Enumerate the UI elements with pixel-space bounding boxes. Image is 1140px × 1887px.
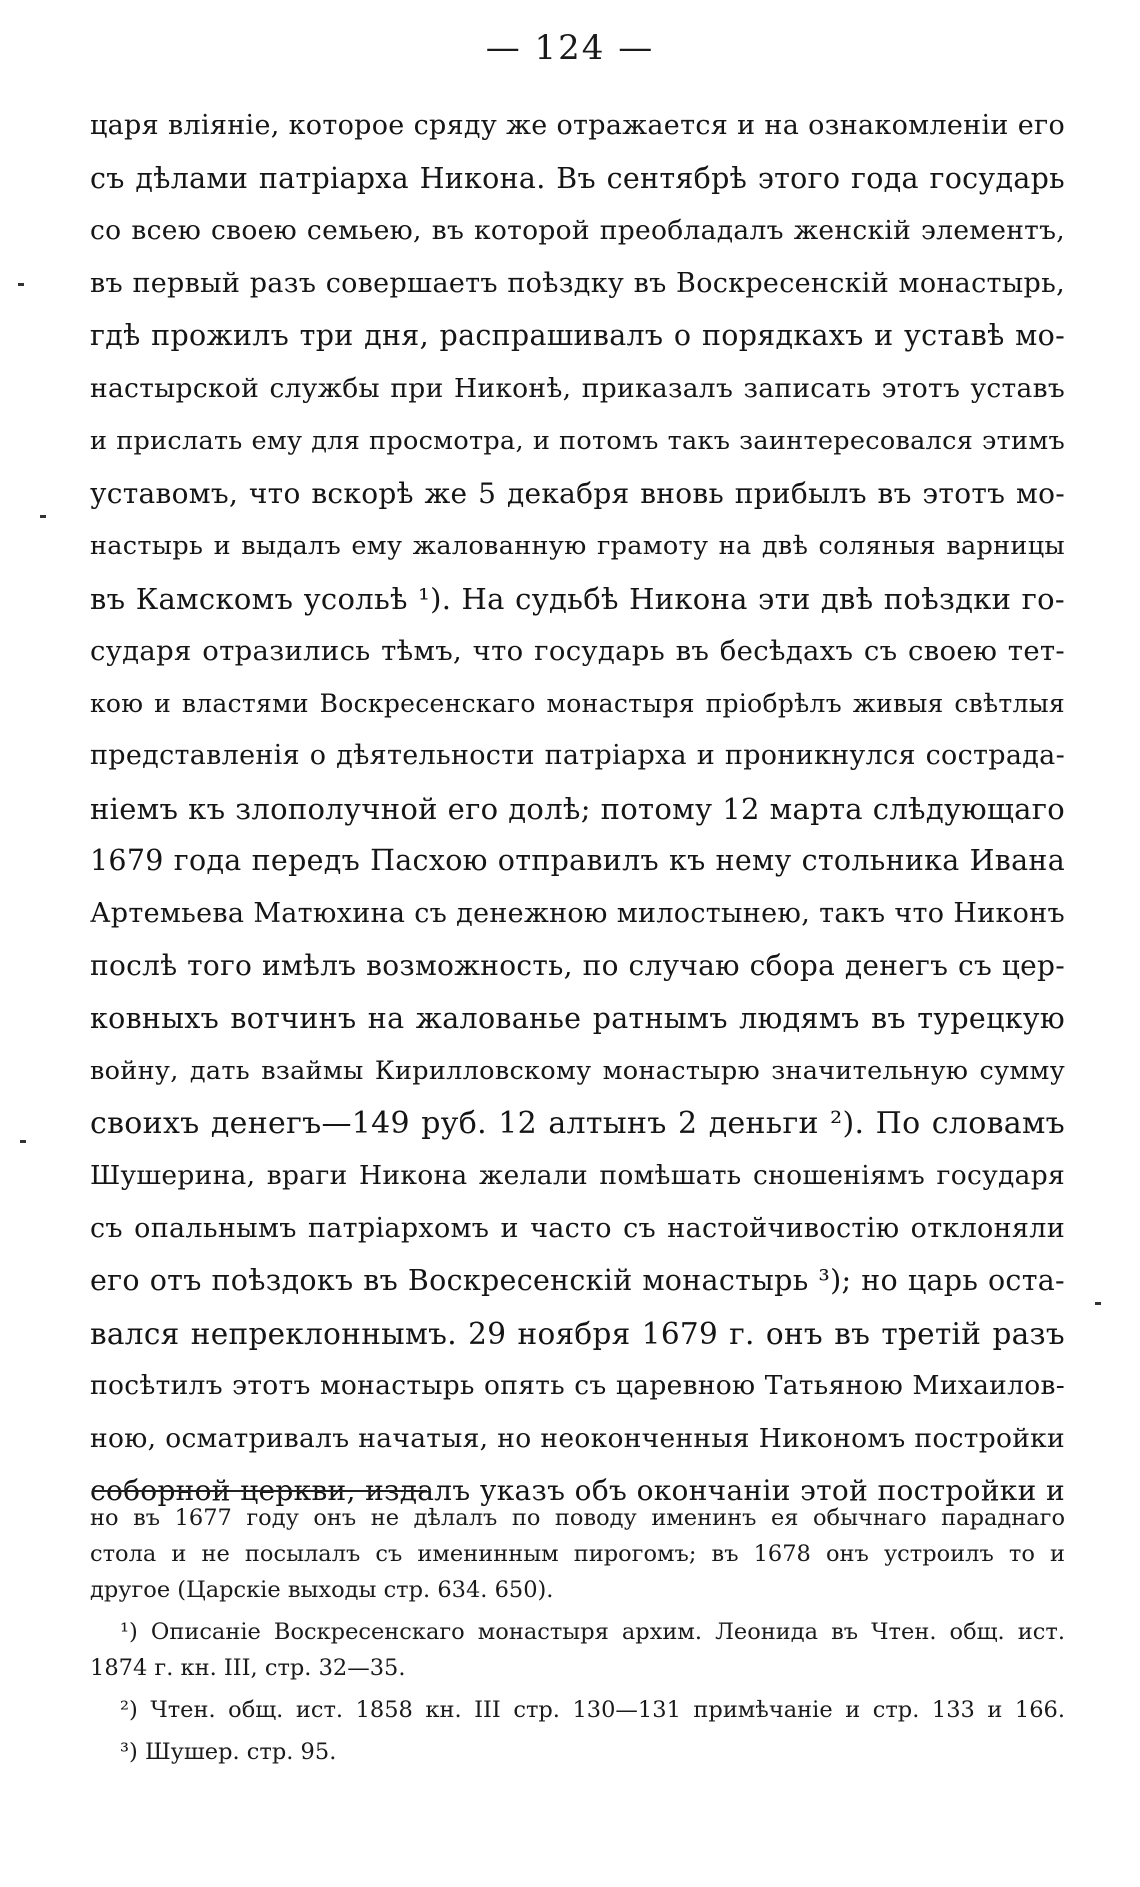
main-text [90, 100, 1065, 1518]
text-line: Артемьева Матюхина съ денежною милостынею, такъ что Никонъ [90, 897, 1065, 929]
text-line: въ Камскомъ усольѣ ¹). На судьбѣ Никона эти двѣ поѣздки го- [90, 581, 1065, 616]
text-line: съ опальнымъ патріархомъ и часто съ настойчивостію отклоняли [90, 1212, 1065, 1244]
text-line: соборной церкви, издалъ указъ объ окончаніи этой постройки и [90, 1474, 1065, 1507]
footnotes [90, 1500, 1065, 1770]
text-line: его отъ поѣздокъ въ Воскресенскій монастырь ³); но царь оста- [90, 1264, 1065, 1297]
footnote-line: стола и не посылалъ съ именинным пирогомъ; въ 1678 онъ устроилъ то и [90, 1541, 1065, 1567]
text-line: настырь и выдалъ ему жалованную грамоту на двѣ соляныя варницы [90, 531, 1065, 561]
text-line: Шушерина, враги Никона желали помѣшать сношеніямъ государя [90, 1160, 1065, 1191]
text-line: представленія о дѣятельности патріарха и проникнулся сострада- [90, 740, 1065, 771]
text-line: вался непреклоннымъ. 29 ноября 1679 г. онъ въ третій разъ [90, 1316, 1065, 1351]
text-line: настырской службы при Никонѣ, приказалъ записать этотъ уставъ [90, 372, 1065, 404]
text-line: сударя отразились тѣмъ, что государь въ бесѣдахъ съ своею тет- [90, 635, 1065, 667]
text-line: послѣ того имѣлъ возможность, по случаю сбора денегъ съ цер- [90, 949, 1065, 982]
footnote-divider [92, 1490, 427, 1492]
text-line: царя вліяніе, которое сряду же отражается и на ознакомленіи его [90, 110, 1065, 141]
margin-speck [1095, 1302, 1101, 1305]
text-line: ковныхъ вотчинъ на жалованье ратнымъ людямъ въ турецкую [90, 1001, 1065, 1035]
margin-speck [40, 515, 46, 518]
text-line: посѣтилъ этотъ монастырь опять съ царевною Татьяною Михаилов- [90, 1370, 1065, 1401]
page-number: — 124 — [485, 28, 655, 68]
text-line: своихъ денегъ—149 руб. 12 алтынъ 2 деньги ²). По словамъ [90, 1105, 1065, 1141]
footnote-line: но въ 1677 году онъ не дѣлалъ по поводу именинъ ея обычнаго параднаго [90, 1505, 1065, 1531]
footnote-3: ³) Шушер. стр. 95. [120, 1739, 337, 1765]
text-line: ніемъ къ злополучной его долѣ; потому 12 марта слѣдующаго [90, 791, 1065, 826]
footnote-line: 1874 г. кн. III, стр. 32—35. [90, 1655, 406, 1681]
text-line: войну, дать взаймы Кирилловскому монастырю значительную сумму [90, 1056, 1065, 1086]
text-line: 1679 года передъ Пасхою отправилъ къ нему стольника Ивана [90, 844, 1065, 877]
text-line: и прислать ему для просмотра, и потомъ такъ заинтересовался этимъ [90, 426, 1065, 456]
footnote-line: другое (Царскіе выходы стр. 634. 650). [90, 1577, 554, 1603]
margin-speck [18, 283, 24, 286]
text-line: въ первый разъ совершаетъ поѣздку въ Воскресенскій монастырь, [90, 267, 1065, 299]
text-line: ною, осматривалъ начатыя, но неоконченныя Никономъ постройки [90, 1422, 1065, 1454]
footnote-1: ¹) Описаніе Воскресенскаго монастыря архим. Леонида въ Чтен. общ. ист. [120, 1619, 1065, 1645]
margin-speck [20, 1140, 26, 1143]
footnote-2: ²) Чтен. общ. ист. 1858 кн. III стр. 130—131 примѣчаніе и стр. 133 и 166. [120, 1697, 1065, 1723]
text-line: кою и властями Воскресенскаго монастыря пріобрѣлъ живыя свѣтлыя [90, 688, 1065, 718]
text-line: съ дѣлами патріарха Никона. Въ сентябрѣ этого года государь [90, 161, 1065, 195]
text-line: гдѣ прожилъ три дня, распрашивалъ о порядкахъ и уставѣ мо- [90, 319, 1065, 352]
text-line: со всею своею семьею, въ которой преобладалъ женскій элементъ, [90, 215, 1065, 246]
text-line: уставомъ, что вскорѣ же 5 декабря вновь прибылъ въ этотъ мо- [90, 476, 1065, 510]
